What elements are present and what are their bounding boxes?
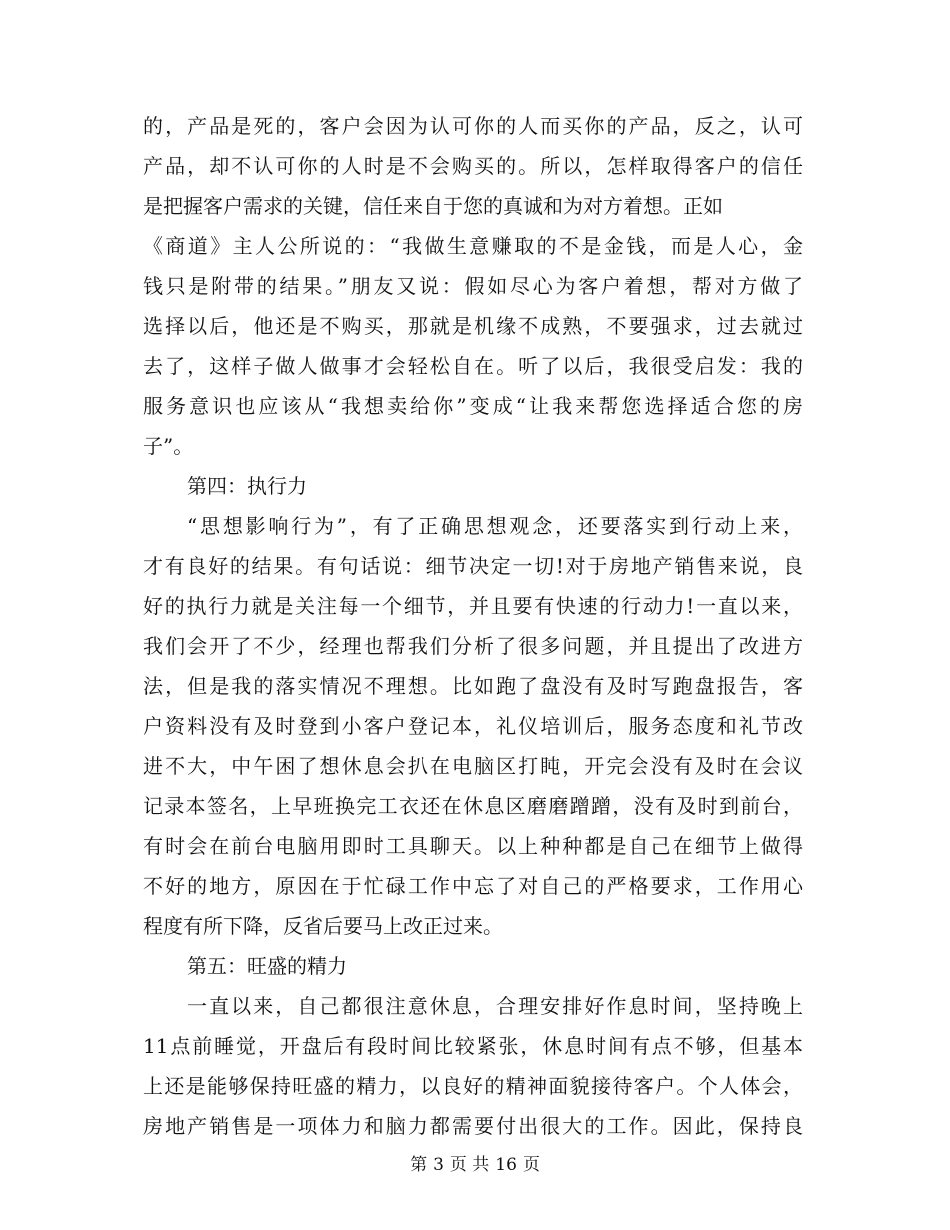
footer-prefix: 第 [410,1155,428,1175]
text-line: 我们会开了不少，经理也帮我们分析了很多问题，并且提出了改进方 [143,634,803,658]
footer-total-pages: 16 [495,1155,517,1175]
text-line: 一直以来，自己都很注意休息，合理安排好作息时间，坚持晚上 [187,994,803,1018]
text-line: 不好的地方，原因在于忙碌工作中忘了对自己的严格要求，工作用心 [143,874,803,898]
text-line: 的，产品是死的，客户会因为认可你的人而买你的产品，反之，认可 [143,114,803,138]
footer-suffix: 页 [522,1155,540,1175]
section-heading-energy: 第五：旺盛的精力 [187,954,347,978]
text-line: 房地产销售是一项体力和脑力都需要付出很大的工作。因此，保持良 [143,1114,803,1138]
page-footer [0,1150,950,1180]
footer-page-number: 3 [433,1155,444,1175]
text-line: 去了，这样子做人做事才会轻松自在。听了以后，我很受启发：我的 [143,354,803,378]
text-line: 进不大，中午困了想休息会扒在电脑区打盹，开完会没有及时在会议 [143,754,803,778]
text-line: 才有良好的结果。有句话说：细节决定一切!对于房地产销售来说，良 [143,554,803,578]
text-line: 上还是能够保持旺盛的精力，以良好的精神面貌接待客户。个人体会， [143,1074,803,1098]
text-line: 程度有所下降，反省后要马上改正过来。 [143,914,503,938]
text-line: “思想影响行为”，有了正确思想观念，还要落实到行动上来， [187,514,803,538]
text-line: 产品，却不认可你的人时是不会购买的。所以，怎样取得客户的信任 [143,154,803,178]
text-line: 《商道》主人公所说的：“我做生意赚取的不是金钱，而是人心，金 [143,234,803,258]
text-line: 11点前睡觉，开盘后有段时间比较紧张，休息时间有点不够，但基本 [143,1034,803,1058]
footer-middle: 页 共 [449,1155,490,1175]
text-line: 服务意识也应该从“我想卖给你”变成“让我来帮您选择适合您的房 [143,394,803,418]
text-line: 户资料没有及时登到小客户登记本，礼仪培训后，服务态度和礼节改 [143,714,803,738]
text-line: 有时会在前台电脑用即时工具聊天。以上种种都是自己在细节上做得 [143,834,803,858]
text-line: 记录本签名，上早班换完工衣还在休息区磨磨蹭蹭，没有及时到前台， [143,794,803,818]
text-line: 选择以后，他还是不购买，那就是机缘不成熟，不要强求，过去就过 [143,314,803,338]
section-heading-execution: 第四：执行力 [187,474,307,498]
body-text [143,106,803,1146]
text-line: 子”。 [143,434,194,458]
text-line: 钱只是附带的结果。”朋友又说：假如尽心为客户着想，帮对方做了 [143,274,803,298]
text-line: 法，但是我的落实情况不理想。比如跑了盘没有及时写跑盘报告，客 [143,674,803,698]
text-line: 是把握客户需求的关键，信任来自于您的真诚和为对方着想。正如 [143,194,723,218]
text-line: 好的执行力就是关注每一个细节，并且要有快速的行动力!一直以来， [143,594,803,618]
